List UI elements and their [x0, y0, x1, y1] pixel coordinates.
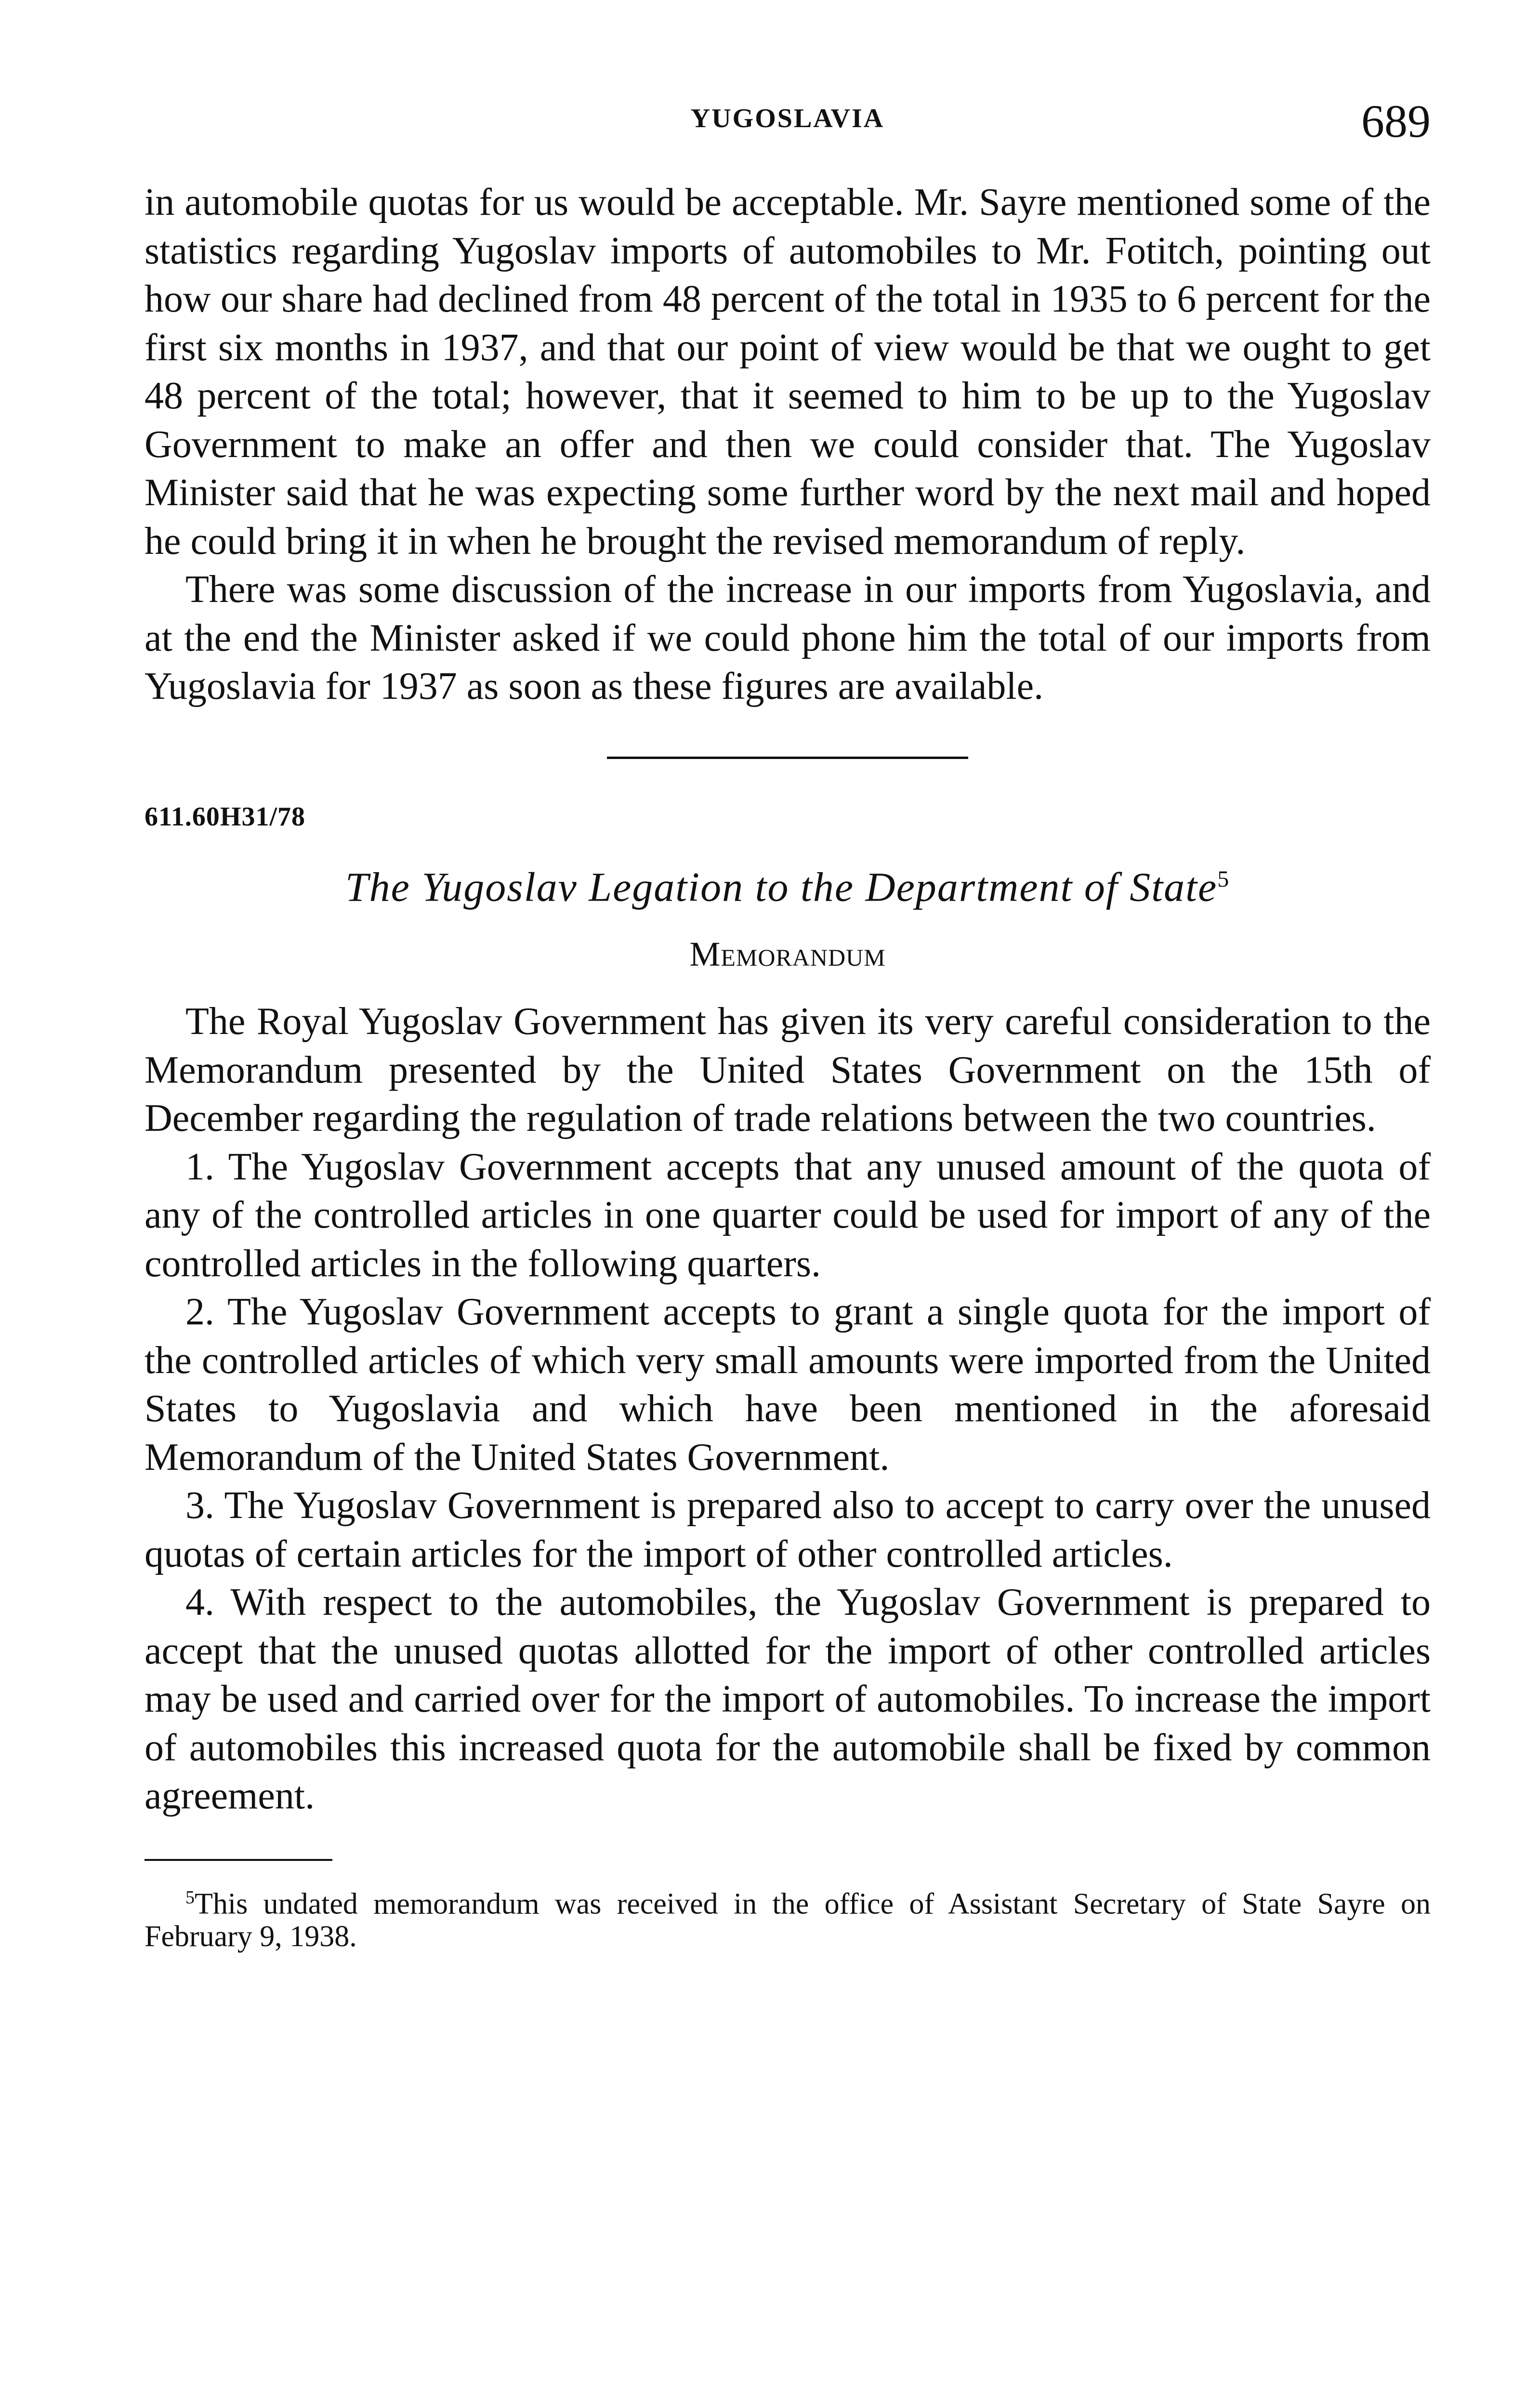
page-number: 689 — [1361, 95, 1431, 147]
memorandum-point-2: 2. The Yugoslav Government accepts to grant a single quota for the import of the controlled articles of which very small amounts were imported from the United States to Yugoslavia and which have been mentioned in the aforesaid Memorandum of the United States Government. — [145, 1291, 1431, 1479]
memorandum-intro: The Royal Yugoslav Government has given its very careful consideration to the Memorandum presented by the United States Government on the 15th of December regarding the regulation of trade relations between the two countries. — [145, 1000, 1431, 1140]
memorandum-heading: Memorandum — [689, 935, 886, 974]
file-number: 611.60H31/78 — [145, 801, 306, 832]
footnote-divider — [145, 1859, 332, 1861]
section-divider — [607, 757, 968, 759]
document-title-text: The Yugoslav Legation to the Department of State — [345, 864, 1218, 910]
running-title: YUGOSLAVIA — [690, 104, 885, 133]
body-text — [145, 178, 1431, 1953]
memorandum-point-4: 4. With respect to the automobiles, the Yugoslav Government is prepared to accept that the unused quotas allotted for the import of other controlled articles may be used and carried over for the import of automobiles. To increase the import of automobiles this increased quota for the automobile shall be fixed by common agreement. — [145, 1581, 1431, 1818]
memorandum-point-3: 3. The Yugoslav Government is prepared also to accept to carry over the unused quotas of certain articles for the import of other controlled articles. — [145, 1484, 1431, 1575]
footnote-reference: 5 — [1217, 866, 1230, 892]
running-head — [145, 94, 1431, 147]
discussion-paragraph: There was some discussion of the increase in our imports from Yugoslavia, and at the end the Minister asked if we could phone him the total of our imports from Yugoslavia for 1937 as soon as these figures are available. — [145, 568, 1431, 707]
continued-paragraph: in automobile quotas for us would be acceptable. Mr. Sayre mentioned some of the statistics regarding Yugoslav imports of automobiles to Mr. Fotitch, pointing out how our share had declined from 48 percent of the total in 1935 to 6 percent for the first six months in 1937, and that our point of view would be that we ought to get 48 percent of the total; however, that it seemed to him to be up to the Yugoslav Government to make an offer and then we could consider that. The Yugoslav Minister said that he was expecting some further word by the next mail and hoped he could bring it in when he brought the revised memorandum of reply. — [145, 181, 1431, 563]
footnote-text: This undated memorandum was received in the office of Assistant Secretary of State Sayre on February 9, 1938. — [145, 1887, 1431, 1953]
document-title — [145, 855, 1431, 911]
memorandum-body — [145, 997, 1431, 1820]
footnote-marker: 5 — [185, 1887, 195, 1908]
memorandum-point-1: 1. The Yugoslav Government accepts that any unused amount of the quota of any of the controlled articles in one quarter could be used for import of any of the controlled articles in the following quarters. — [145, 1145, 1431, 1285]
footnote — [145, 1881, 1431, 1953]
